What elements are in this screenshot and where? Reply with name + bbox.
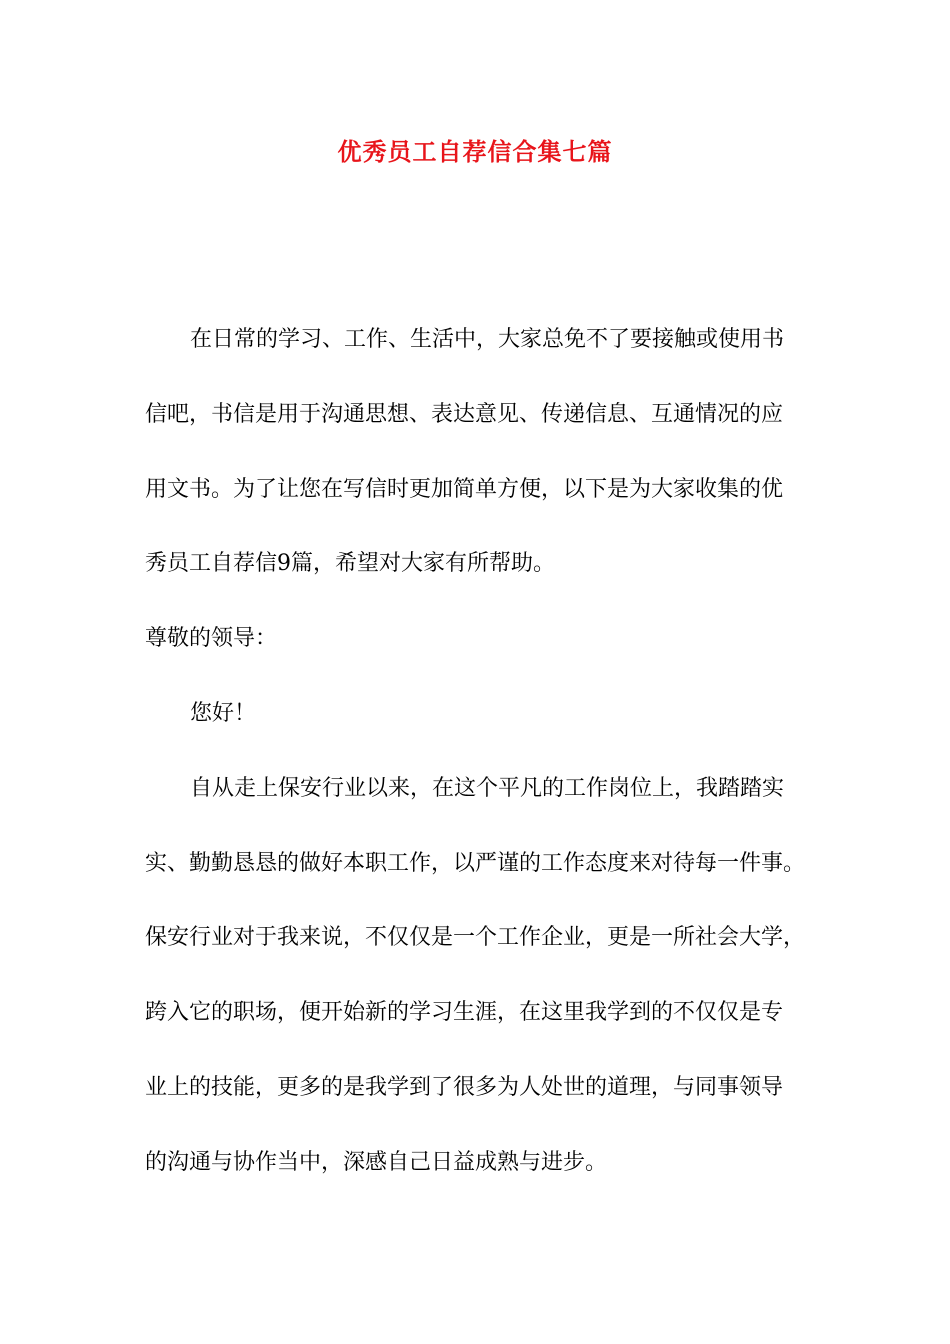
salutation: 尊敬的领导： [145,626,278,651]
paragraph-line: 保安行业对于我来说，不仅仅是一个工作企业，更是一所社会大学， [145,925,806,950]
paragraph-line: 信吧，书信是用于沟通思想、表达意见、传递信息、互通情况的应 [145,402,784,427]
paragraph-line: 的沟通与协作当中，深感自己日益成熟与进步。 [145,1150,608,1175]
paragraph-line: 自从走上保安行业以来，在这个平凡的工作岗位上，我踏踏实 [190,776,785,801]
paragraph-line: 在日常的学习、工作、生活中，大家总免不了要接触或使用书 [190,327,785,352]
paragraph-line: 业上的技能，更多的是我学到了很多为人处世的道理，与同事领导 [145,1075,784,1100]
paragraph-line: 用文书。为了让您在写信时更加简单方便，以下是为大家收集的优 [145,477,784,502]
paragraph-line: 实、勤勤恳恳的做好本职工作，以严谨的工作态度来对待每一件事。 [145,851,806,876]
paragraph-line: 跨入它的职场，便开始新的学习生涯，在这里我学到的不仅仅是专 [145,1000,784,1025]
greeting: 您好！ [190,701,257,726]
document-title: 优秀员工自荐信合集七篇 [337,137,613,166]
paragraph-line: 秀员工自荐信9篇，希望对大家有所帮助。 [145,551,555,576]
